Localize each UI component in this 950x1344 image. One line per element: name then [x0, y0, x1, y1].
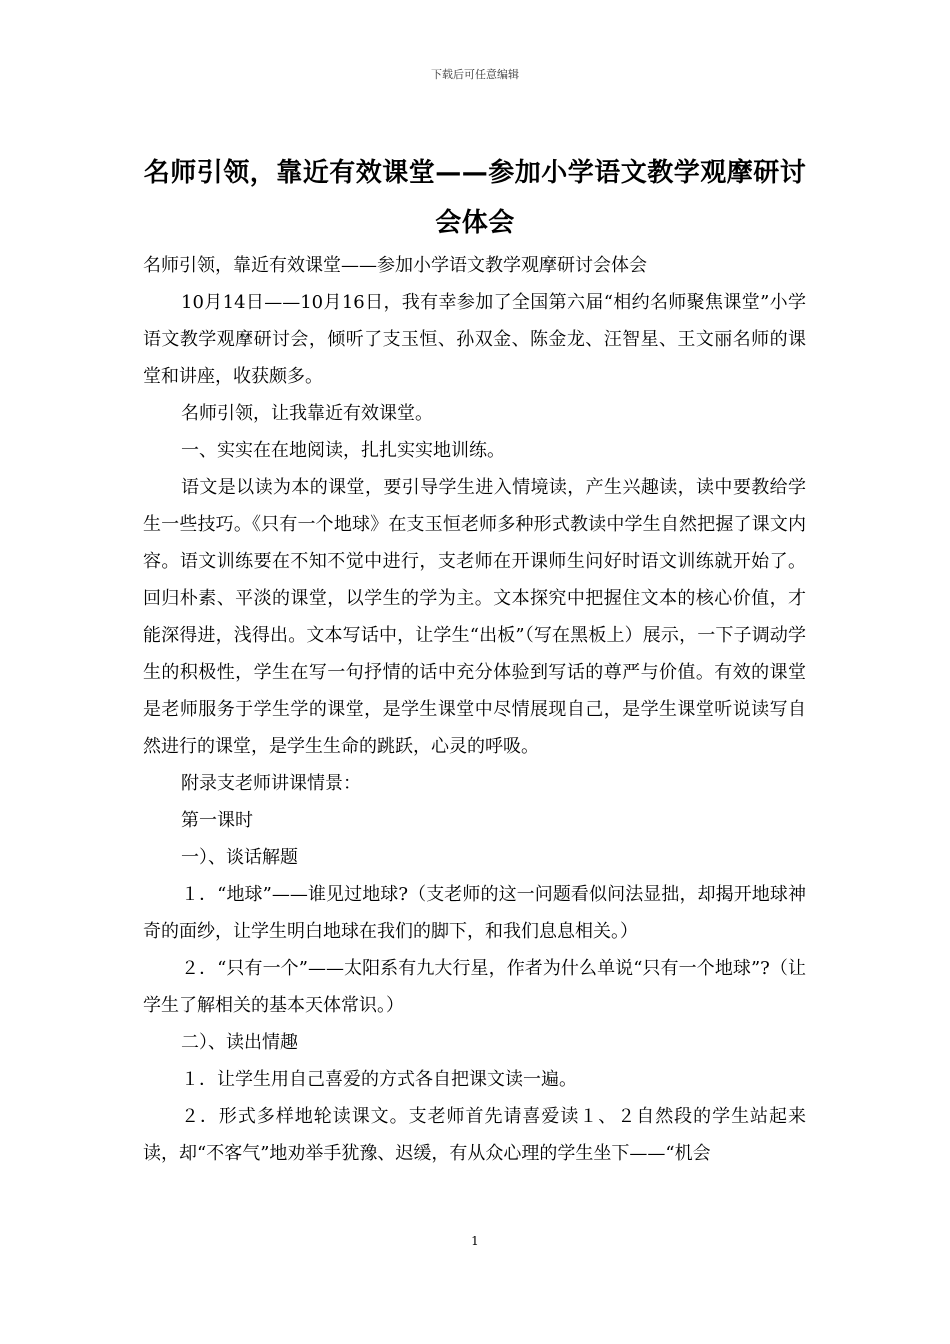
document-title-line-1: 名师引领，靠近有效课堂——参加小学语文教学观摩研讨	[143, 158, 807, 188]
section-heading: 一）、谈话解题	[181, 847, 298, 868]
body-paragraph: 第一课时	[181, 810, 253, 831]
body-paragraph: 附录支老师讲课情景：	[181, 773, 361, 794]
subtitle-paragraph: 名师引领，靠近有效课堂——参加小学语文教学观摩研讨会体会	[143, 255, 647, 276]
document-body	[143, 247, 806, 1172]
body-paragraph: 10月14日——10月16日，我有幸参加了全国第六届“相约名师聚焦课堂”小学语文教学观摩研讨会，倾听了支玉恒、孙双金、陈金龙、汪智星、王文丽名师的课堂和讲座，收获颇多。	[143, 292, 806, 387]
page-header-note: 下载后可任意编辑	[431, 68, 519, 81]
body-paragraph: １．“地球”——谁见过地球?（支老师的这一问题看似问法显拙，却揭开地球神奇的面纱，让学生明白地球在我们的脚下，和我们息息相关。）	[143, 884, 806, 942]
body-paragraph: 语文是以读为本的课堂，要引导学生进入情境读，产生兴趣读，读中要教给学生一些技巧。《只有一个地球》在支玉恒老师多种形式教读中学生自然把握了课文内容。语文训练要在不知不觉中进行，支老师在开课师生问好时语文训练就开始了。回归朴素、平淡的课堂，以学生的学为主。文本探究中把握住文本的核心价值，才能深得进，浅得出。文本写话中，让学生“出板”（写在黑板上）展示，一下子调动学生的积极性，学生在写一句抒情的话中充分体验到写话的尊严与价值。有效的课堂是老师服务于学生学的课堂，是学生课堂中尽情展现自己，是学生课堂听说读写自然进行的课堂，是学生生命的跳跃，心灵的呼吸。	[143, 477, 806, 757]
page-number: 1	[471, 1234, 479, 1248]
section-heading: 二）、读出情趣	[181, 1032, 298, 1053]
section-heading: 一、实实在在地阅读，扎扎实实地训练。	[181, 440, 505, 461]
body-paragraph: 名师引领，让我靠近有效课堂。	[181, 403, 433, 424]
body-paragraph: ２．形式多样地轮读课文。支老师首先请喜爱读１、２自然段的学生站起来读，却“不客气”地劝举手犹豫、迟缓，有从众心理的学生坐下——“机会	[143, 1106, 806, 1164]
body-paragraph: ２．“只有一个”——太阳系有九大行星，作者为什么单说“只有一个地球”?（让学生了解相关的基本天体常识。）	[143, 958, 806, 1016]
document-title-line-2: 会体会	[435, 208, 515, 238]
body-paragraph: １．让学生用自己喜爱的方式各自把课文读一遍。	[181, 1069, 577, 1090]
